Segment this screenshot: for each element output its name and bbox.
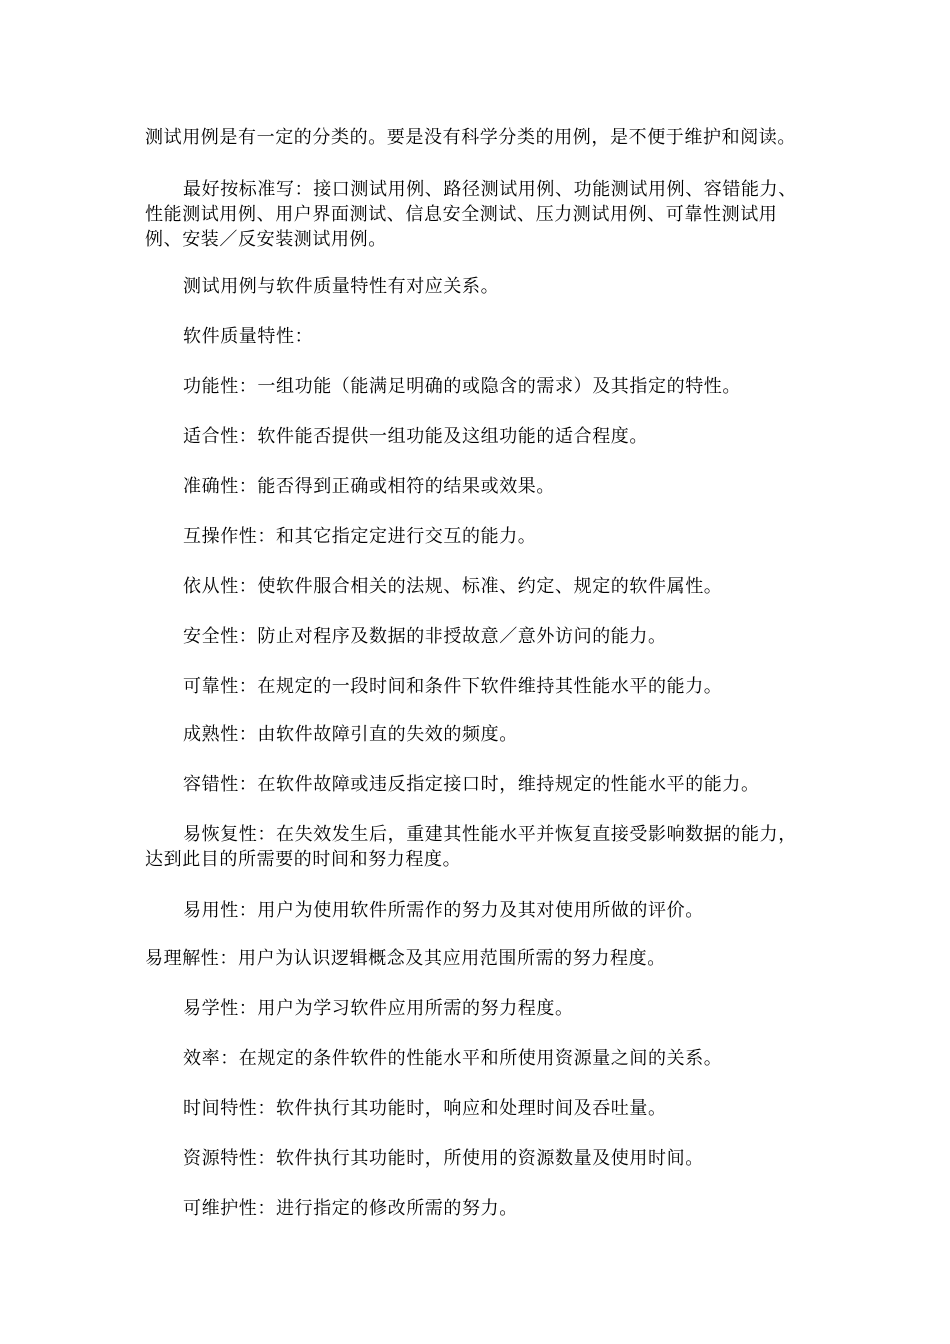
paragraph-reliability: 可靠性：在规定的一段时间和条件下软件维持其性能水平的能力。 bbox=[183, 676, 723, 697]
paragraph-time-behavior: 时间特性：软件执行其功能时，响应和处理时间及吞吐量。 bbox=[183, 1098, 667, 1119]
paragraph-functionality: 功能性：一组功能（能满足明确的或隐含的需求）及其指定的特性。 bbox=[183, 376, 741, 397]
paragraph-compliance: 依从性：使软件服合相关的法规、标准、约定、规定的软件属性。 bbox=[183, 576, 723, 597]
paragraph-usability: 易用性：用户为使用软件所需作的努力及其对使用所做的评价。 bbox=[183, 900, 704, 921]
paragraph-quality-characteristics-heading: 软件质量特性： bbox=[183, 326, 314, 347]
paragraph-understandability: 易理解性：用户为认识逻辑概念及其应用范围所需的努力程度。 bbox=[145, 948, 666, 969]
paragraph-security: 安全性：防止对程序及数据的非授故意／意外访问的能力。 bbox=[183, 626, 667, 647]
paragraph-learnability: 易学性：用户为学习软件应用所需的努力程度。 bbox=[183, 998, 574, 1019]
paragraph-accuracy: 准确性：能否得到正确或相符的结果或效果。 bbox=[183, 476, 555, 497]
paragraph-interoperability: 互操作性：和其它指定定进行交互的能力。 bbox=[183, 526, 537, 547]
paragraph-maturity: 成熟性：由软件故障引直的失效的频度。 bbox=[183, 724, 518, 745]
paragraph-maintainability: 可维护性：进行指定的修改所需的努力。 bbox=[183, 1198, 518, 1219]
paragraph-resource-behavior: 资源特性：软件执行其功能时，所使用的资源数量及使用时间。 bbox=[183, 1148, 704, 1169]
paragraph-efficiency: 效率：在规定的条件软件的性能水平和所使用资源量之间的关系。 bbox=[183, 1048, 723, 1069]
paragraph-fault-tolerance: 容错性：在软件故障或违反指定接口时，维持规定的性能水平的能力。 bbox=[183, 774, 760, 795]
paragraph-test-case-classification: 测试用例是有一定的分类的。要是没有科学分类的用例，是不便于维护和阅读。 bbox=[145, 127, 796, 148]
paragraph-quality-relation: 测试用例与软件质量特性有对应关系。 bbox=[183, 276, 500, 297]
paragraph-standard-categories: 最好按标准写：接口测试用例、路径测试用例、功能测试用例、容错能力、性能测试用例、用户界面测试、信息安全测试、压力测试用例、可靠性测试用例、安装／反安装测试用例。 bbox=[145, 179, 797, 250]
paragraph-recoverability: 易恢复性：在失效发生后，重建其性能水平并恢复直接受影响数据的能力，达到此目的所需要的时间和努力程度。 bbox=[145, 824, 797, 870]
paragraph-suitability: 适合性：软件能否提供一组功能及这组功能的适合程度。 bbox=[183, 426, 648, 447]
